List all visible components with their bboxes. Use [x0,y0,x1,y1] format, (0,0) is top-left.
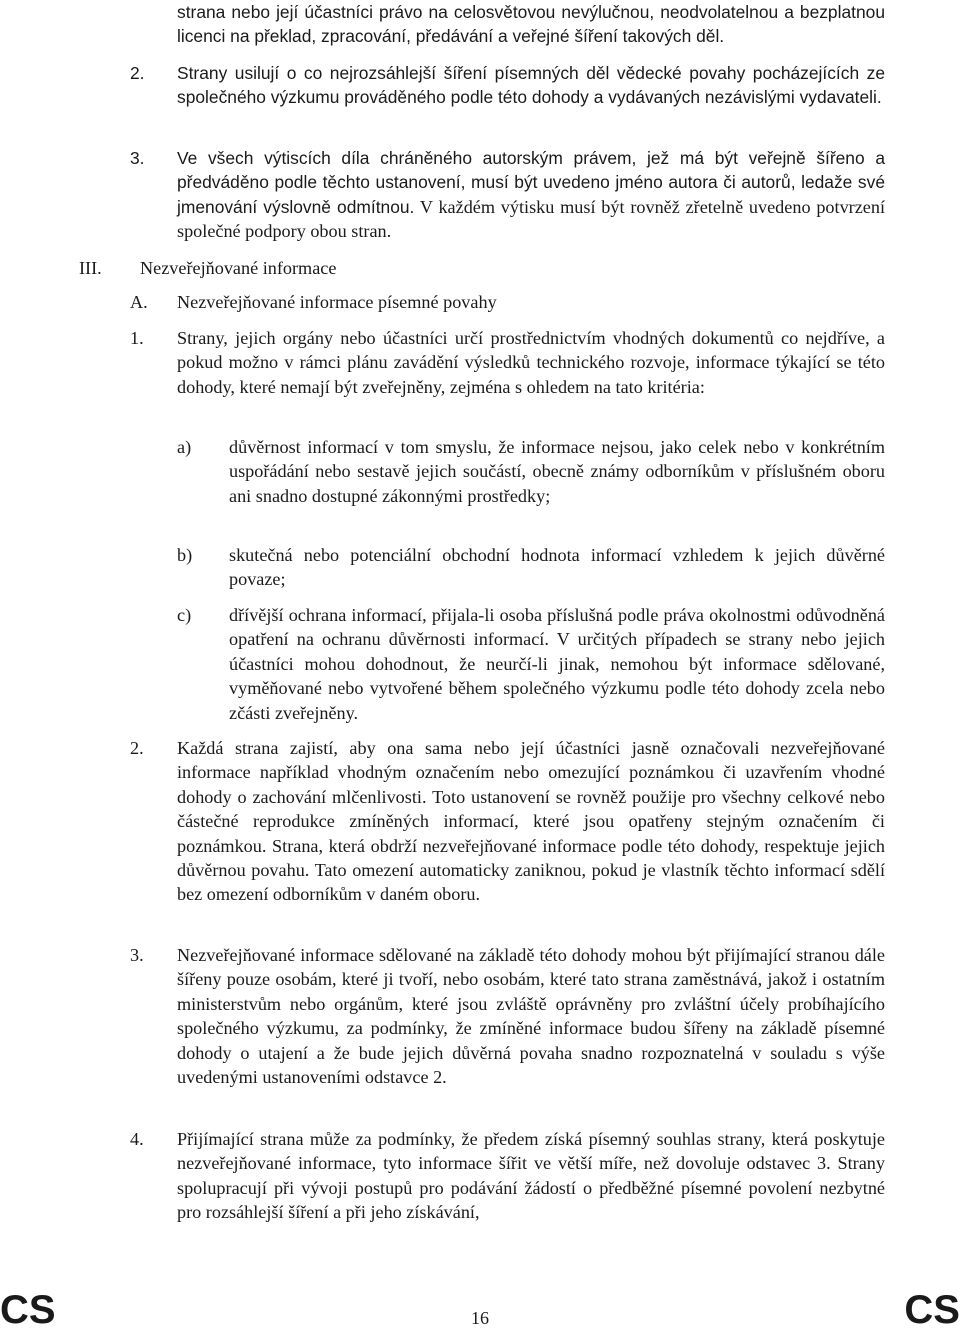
item-3-number: 3. [130,148,145,168]
paragraph-4-number: 4. [130,1129,144,1149]
paragraph-1-number: 1. [130,328,144,348]
intro-paragraph: strana nebo její účastníci právo na celosvětovou nevýlučnou, neodvolatelnou a bezplatnou licenci na překlad, zpracování, předávání a veřejné šíření takových děl. [177,2,885,47]
section-number: III. [79,258,102,278]
item-3-text-part1: Ve všech výtiscích díla chráněného autorským právem, jež má být veřejně šířeno a předváděno podle těchto ustanovení, musí být uvedeno jméno autora či autorů, ledaže své jmenování výslovně odmítnou. [177,148,885,217]
criterion-c-label: c) [177,605,192,625]
criterion-c-text-part2: V určitých případech se strany nebo jejich účastníci mohou dohodnout, že neurčí-li jinak, nemohou být informace sdělované, vyměňované nebo vytvořené během společného výzkumu podle této dohody zcela nebo zčásti zveřejněny. [229,629,886,723]
paragraph-2-text-part3: Strana, která obdrží nezveřejňované informace podle této dohody, respektuje jejich důvěrnou povahu. [177,835,885,881]
paragraph-4-text [177,1127,885,1225]
item-3-text [177,146,885,244]
paragraph-2-text-part4: Tato omezení automaticky zaniknou, pokud je vlastník těchto informací sdělí bez omezení odborníkům v daném oboru. [177,860,886,905]
item-3-text-part2: V každém výtisku musí být rovněž zřetelně uvedeno potvrzení společné podpory obou stran. [177,196,886,242]
paragraph-1-text: Strany, jejich orgány nebo účastníci určí prostřednictvím vhodných dokumentů co nejdříve, a pokud možno v rámci plánu zavádění výsledků technického rozvoje, informace týkající se této dohody, které nemají být zveřejněny, zejména s ohledem na tato kritéria: [177,328,885,397]
paragraph-2-number: 2. [130,738,144,758]
item-2-text: Strany usilují o co nejrozsáhlejší šíření písemných děl vědecké povahy pocházejících ze společného výzkumu prováděného podle této dohody a vydávaných nezávislými vydavateli. [177,63,885,108]
criterion-a-text: důvěrnost informací v tom smyslu, že informace nejsou, jako celek nebo v konkrétním uspořádání nebo sestavě jejich součástí, obecně známy odborníkům v příslušném oboru ani snadno dostupné zákonnými prostředky; [229,437,885,506]
paragraph-4-text-part1: Přijímající strana může za podmínky, že předem získá písemný souhlas strany, která poskytuje nezveřejňované informace, tyto informace šířit ve větší míře, než dovoluje odstavec 3. [177,1129,885,1174]
criterion-b-text: skutečná nebo potenciální obchodní hodnota informací vzhledem k jejich důvěrné povaze; [229,545,885,590]
criterion-b-label: b) [177,545,193,565]
paragraph-2-text-part2: Toto ustanovení se rovněž použije pro všechny celkové nebo částečné reprodukce zmíněných informací, které jsou opatřeny stejným označením či poznámkou. [177,786,885,856]
subsection-title: Nezveřejňované informace písemné povahy [177,292,497,312]
paragraph-3-number: 3. [130,945,144,965]
paragraph-4-text-part2: Strany spolupracují při vývoji postupů pro podávání žádostí o předběžné písemné povolení nezbytné pro rozsáhlejší šíření a při jeho získávání, [177,1153,885,1223]
subsection-letter: A. [130,292,148,312]
paragraph-3-text: Nezveřejňované informace sdělované na základě této dohody mohou být přijímající stranou dále šířeny pouze osobám, které ji tvoří, nebo osobám, které tato strana zaměstnává, jakož i ostatním ministerstvům nebo orgánům, které jsou zvláště oprávněny pro zvláštní účely probíhajícího společného výzkumu, za podmínky, že zmíněné informace budou šířeny na základě písemné dohody o utajení a že bude jejich důvěrná povaha snadno rozpoznatelná v souladu s výše uvedenými ustanoveními odstavce 2. [177,945,885,1088]
paragraph-2-text-part1: Každá strana zajistí, aby ona sama nebo její účastníci jasně označovali nezveřejňované informace například vhodným označením nebo omezující poznámkou či uzavřením vhodné dohody o zachování mlčenlivosti. [177,738,885,807]
criterion-a-label: a) [177,437,192,457]
footer-language-mark-right: CS [904,1288,960,1332]
paragraph-2-text [177,736,885,907]
item-2-number: 2. [130,63,145,83]
page-number: 16 [471,1308,489,1328]
section-title: Nezveřejňované informace [140,258,337,278]
footer-language-mark-left: CS [0,1288,56,1332]
criterion-c-text-part1: dřívější ochrana informací, přijala-li osoba příslušná podle práva okolnostmi odůvodněná opatření na ochranu důvěrnosti informací. [229,605,885,650]
criterion-c-text [229,603,885,725]
